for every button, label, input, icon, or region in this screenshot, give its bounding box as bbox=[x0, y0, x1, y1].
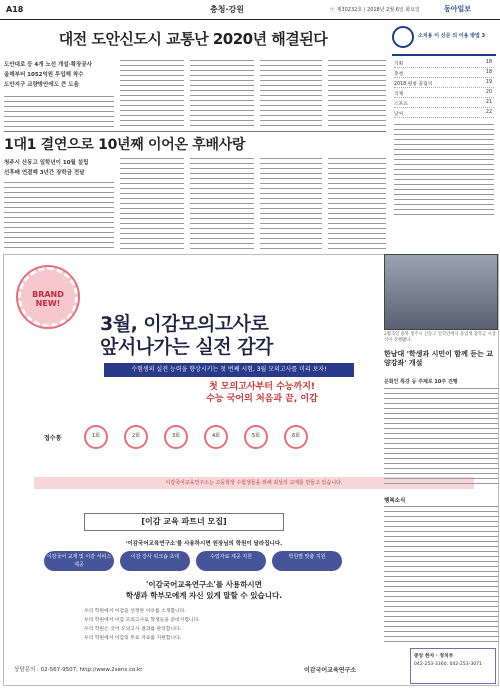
sidebar-item[interactable]: 국제 20 bbox=[394, 90, 492, 97]
divider bbox=[4, 131, 386, 132]
article3-body bbox=[384, 388, 498, 488]
article2-deck: 청주시 산동고 일학년이 10월 설립 bbox=[4, 160, 89, 166]
newspaper-logo: 동아일보 bbox=[444, 4, 472, 13]
article2-body-col4 bbox=[260, 158, 322, 250]
sidebar-item[interactable]: 2018 평창 올림픽 19 bbox=[394, 80, 492, 87]
partner-pill[interactable]: 이감 강사 워크숍 초대 bbox=[120, 551, 190, 571]
article1-deck: 도안대로 등 4개 노선 개설·확장공사 bbox=[4, 62, 92, 68]
article1-body-col5 bbox=[328, 60, 386, 130]
section-name: 충청·강원 bbox=[210, 5, 244, 14]
ad-pitch-line: 학생과 학부모에게 자신 있게 말할 수 있습니다. bbox=[125, 591, 283, 600]
sidebar-index bbox=[390, 24, 498, 224]
article2-deck: 선후배 연결해 3년간 장학금 전달 bbox=[4, 170, 85, 176]
ad-company: 이감국어교육연구소 bbox=[304, 667, 357, 674]
partner-pill[interactable]: 수업자료 제공 지원 bbox=[196, 551, 266, 571]
footer-box bbox=[410, 648, 496, 684]
schedule-item: 5회 bbox=[244, 425, 268, 449]
sidebar-rule bbox=[392, 54, 496, 56]
partner-line: '이감국어교육연구소'를 사용하시면 원장님의 학원이 달라집니다. bbox=[125, 541, 283, 547]
article1-body-col3 bbox=[190, 60, 254, 130]
partner-pill[interactable]: 학원별 맞춤 지원 bbox=[272, 551, 342, 571]
subhead: 행복소식 bbox=[384, 498, 406, 504]
ad-bubble-line: 첫 모의고사부터 수능까지! bbox=[208, 382, 315, 392]
article2-body-col5 bbox=[328, 158, 386, 250]
photo-caption: 2월 5일 충북 청주시 산동고 일학년에서 졸업생 장학금 시상식이 진행됐다. bbox=[384, 332, 496, 343]
sidebar-item[interactable]: 기획 18 bbox=[394, 60, 492, 67]
partner-title: [이감 교육 파트너 모집] bbox=[84, 513, 284, 531]
schedule-item: 6회 bbox=[284, 425, 308, 449]
article2-body-col2 bbox=[120, 158, 184, 250]
article1-headline: 대전 도안신도시 교통난 2020년 해결된다 bbox=[58, 30, 328, 48]
ad-bubble bbox=[122, 381, 402, 405]
page-header bbox=[0, 0, 500, 20]
sidebar-title: 소치용 이 신문 의 이용 방법 3 bbox=[418, 33, 486, 39]
brand-new-badge: BRAND NEW! bbox=[18, 267, 78, 327]
schedule-item: 2회 bbox=[124, 425, 148, 449]
subhead-body bbox=[384, 506, 498, 642]
news-photo bbox=[384, 254, 498, 330]
article1-decks bbox=[4, 60, 114, 90]
sidebar-item[interactable]: 날씨 22 bbox=[394, 110, 492, 117]
benefit-item: 우리 학원에서 이감 모의고사로 학생들을 준비시킵니다. bbox=[84, 618, 200, 623]
ad-title-line: 앞서나가는 실전 감각 bbox=[100, 336, 273, 358]
article1-deck: 도안지구 교량방안에도 큰 도움 bbox=[4, 82, 79, 88]
schedule-item: 4회 bbox=[204, 425, 228, 449]
article1-body-col2 bbox=[120, 60, 184, 130]
article3-deck: 문화인 특강 등 주제로 10주 진행 bbox=[384, 379, 458, 385]
ad-pitch bbox=[44, 579, 364, 601]
benefit-item: 우리 학원에서 이감의 무료 자료를 지원합니다. bbox=[84, 636, 182, 641]
benefit-item: 우리 학원은 국어 모의고사 결과를 관리합니다. bbox=[84, 627, 182, 632]
article3-headline: 한남대 '학생과 시민이 함께 듣는 교양강좌' 개설 bbox=[384, 350, 493, 367]
page-number: A18 bbox=[6, 5, 24, 14]
article1-body-col1 bbox=[4, 96, 114, 130]
partner-pill[interactable]: 이감국어 교재 및 이감 서비스 제공 bbox=[44, 551, 114, 571]
ad-pitch-line: '이감국어교육연구소'를 사용하시면 bbox=[146, 580, 262, 589]
issue-date: ⓔ 제30232호 | 2018년 2월 6일 화요일 bbox=[330, 7, 420, 13]
ad-subtitle: 수험생의 실전 능력을 향상시키는 첫 번째 시험, 3월 모의고사를 미리 보자! bbox=[104, 363, 354, 377]
article1-body-col4 bbox=[260, 60, 322, 130]
article1-deck: 올해부터 1052억원 투입해 착수 bbox=[4, 72, 84, 78]
article2-decks bbox=[4, 158, 114, 178]
ad-contact[interactable]: 상담문의 : 02-567-9507, http://www.2sens.co.kr bbox=[14, 667, 143, 673]
footer-editor: 중앙 한자 · 정치부 bbox=[414, 654, 454, 659]
footer-email[interactable]: 042-253-3360, 042-253-3071 bbox=[414, 662, 483, 667]
article2-body-col3 bbox=[190, 158, 254, 250]
benefit-item: 우리 학원에서 이감을 선정한 이유를 소개합니다. bbox=[84, 609, 186, 614]
sidebar-item[interactable]: 충청 18 bbox=[394, 70, 492, 77]
article2-headline: 1대1 결연으로 10년째 이어온 후배사랑 bbox=[4, 137, 246, 153]
schedule-item: 1회 bbox=[84, 425, 108, 449]
ad-title bbox=[100, 313, 273, 359]
article2-body-col1 bbox=[4, 182, 114, 250]
ad-title-line: 3월, 이감모의고사로 bbox=[100, 313, 269, 335]
ad-strip: 이감국어교육연구소는 고등학생 수험생들을 위해 최상의 교재를 만들고 있습니다. bbox=[34, 477, 474, 489]
ad-benefits bbox=[84, 607, 344, 643]
sidebar-body bbox=[394, 124, 494, 218]
ad-bubble-line: 수능 국어의 처음과 끝, 이감 bbox=[206, 394, 318, 404]
channel-logo-icon bbox=[392, 26, 414, 48]
schedule-label: 접수통 bbox=[44, 435, 62, 442]
schedule-item: 3회 bbox=[164, 425, 188, 449]
sidebar-item[interactable]: 스포츠 21 bbox=[394, 100, 492, 107]
